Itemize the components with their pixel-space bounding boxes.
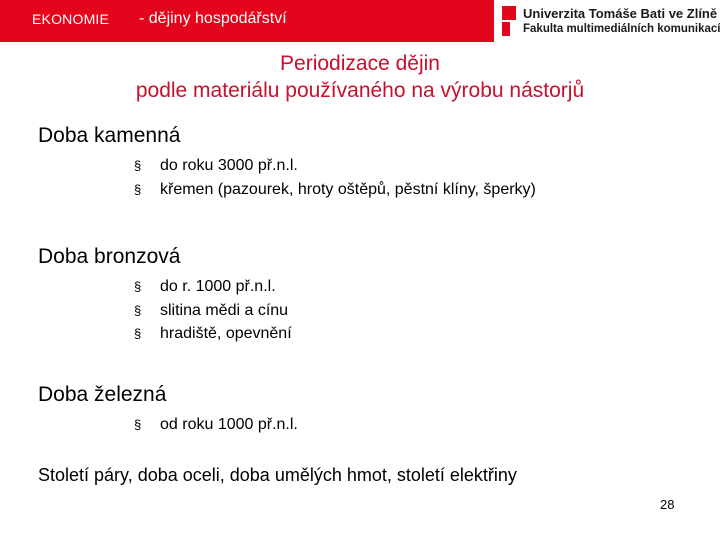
bullet-icon: § <box>134 279 142 294</box>
list-item: § křemen (pazourek, hroty oštěpů, pěstní klíny, šperky) <box>0 178 536 202</box>
section-heading-stone-age: Doba kamenná <box>38 124 181 147</box>
section-heading-bronze-age: Doba bronzová <box>38 245 181 268</box>
slide-title <box>0 50 720 104</box>
page-number: 28 <box>660 497 675 512</box>
header-red-band <box>0 0 494 42</box>
closing-statement: Století páry, doba oceli, doba umělých hmot, století elektřiny <box>38 465 517 485</box>
slide-header <box>0 0 720 42</box>
bullet-icon: § <box>134 181 142 197</box>
logo-university-name: Univerzita Tomáše Bati ve Zlíně <box>523 6 718 21</box>
section-list-stone-age <box>0 154 536 201</box>
bullet-icon: § <box>134 158 142 173</box>
course-label: EKONOMIE <box>32 11 110 27</box>
list-item: § od roku 1000 př.n.l. <box>0 413 298 437</box>
utb-logo-icon <box>502 6 516 36</box>
bullet-icon: § <box>134 302 142 318</box>
list-item: § do roku 3000 př.n.l. <box>0 154 536 178</box>
list-item: § hradiště, opevnění <box>0 322 292 346</box>
bullet-icon: § <box>134 326 142 341</box>
university-logo <box>502 4 720 40</box>
section-list-iron-age <box>0 413 298 437</box>
list-item: § do r. 1000 př.n.l. <box>0 275 292 299</box>
logo-faculty-name: Fakulta multimediálních komunikací <box>523 23 720 35</box>
slide-title-line2: podle materiálu používaného na výrobu nástorjů <box>135 79 585 102</box>
subject-label: - dějiny hospodářství <box>139 10 287 27</box>
bullet-icon: § <box>134 417 142 432</box>
section-heading-iron-age: Doba železná <box>38 383 167 406</box>
slide-title-line1: Periodizace dějin <box>280 52 440 75</box>
list-item: § slitina mědi a cínu <box>0 299 292 323</box>
section-list-bronze-age <box>0 275 292 346</box>
